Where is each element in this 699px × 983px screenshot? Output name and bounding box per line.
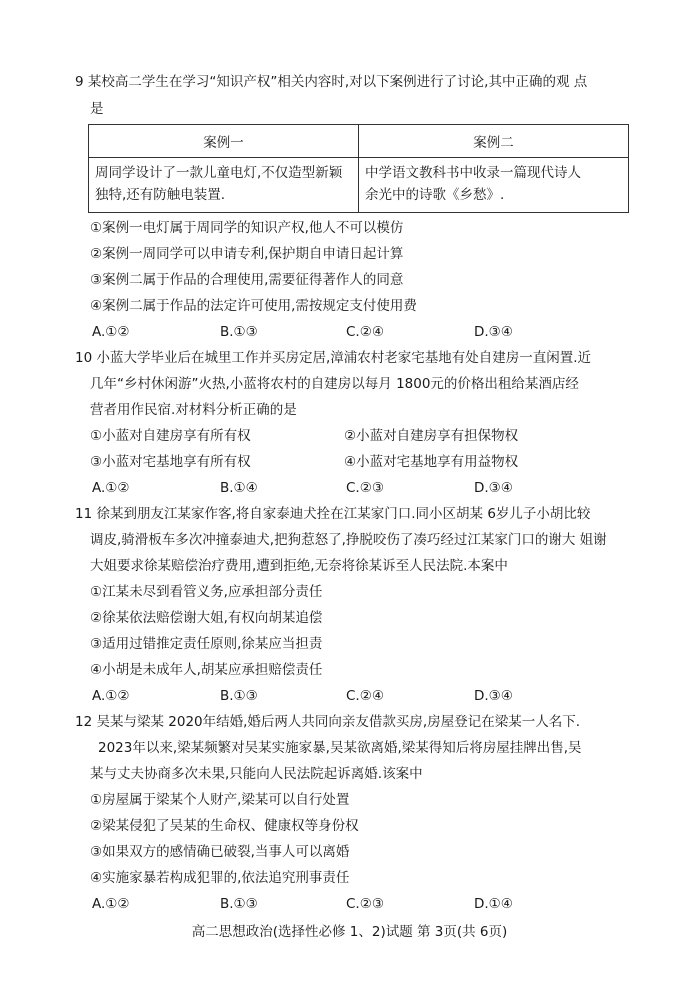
q10-statement-1: ①小蓝对自建房享有所有权 [90, 428, 251, 444]
q12-statement-4: ④实施家暴若构成犯罪的,依法追究刑事责任 [90, 870, 350, 886]
q11-stem-line-3: 大姐要求徐某赔偿治疗费用,遭到拒绝,无奈将徐某诉至人民法院.本案中 [90, 558, 508, 574]
q9-statement-4: ④案例二属于作品的法定许可使用,需按规定支付使用费 [90, 298, 417, 314]
q10-option-c[interactable]: C.②③ [346, 480, 384, 496]
case-table-cell-1 [89, 158, 359, 213]
page-footer: 高二思想政治(选择性必修 1、2)试题 第 3页(共 6页) [191, 924, 508, 940]
q12-statement-1: ①房屋属于梁某个人财产,梁某可以自行处置 [90, 792, 350, 808]
q11-stem-line-1: 11 徐某到朋友江某家作客,将自家泰迪犬拴在江某家门口.同小区胡某 6岁儿子小胡比较 [75, 506, 591, 522]
q11-statement-3: ③适用过错推定责任原则,徐某应当担责 [90, 636, 323, 652]
q11-stem-line-2: 调皮,骑滑板车多次冲撞泰迪犬,把狗惹怒了,挣脱咬伤了凑巧经过江某家门口的谢大 姐谢 [90, 532, 607, 548]
q9-option-a[interactable]: A.①② [92, 324, 130, 340]
q9-statement-3: ③案例二属于作品的合理使用,需要征得著作人的同意 [90, 272, 404, 288]
q9-options [92, 323, 612, 341]
q9-option-b[interactable]: B.①③ [220, 324, 258, 340]
q10-statement-2: ②小蓝对自建房享有担保物权 [344, 428, 519, 444]
q11-option-d[interactable]: D.③④ [474, 688, 513, 704]
q11-options [92, 687, 612, 705]
q11-statement-4: ④小胡是未成年人,胡某应承担赔偿责任 [90, 662, 323, 678]
q12-statement-3: ③如果双方的感情确已破裂,当事人可以离婚 [90, 844, 350, 860]
q12-options [92, 895, 612, 913]
q10-statement-4: ④小蓝对宅基地享有用益物权 [344, 454, 519, 470]
q12-stem-line-2: 2023年以来,梁某频繁对吴某实施家暴,吴某欲离婚,梁某得知后将房屋挂牌出售,吴 [98, 740, 582, 756]
case-table-header-2: 案例二 [359, 125, 629, 158]
case-2-line-1: 中学语文教科书中收录一篇现代诗人 [365, 165, 581, 181]
q12-stem-line-1: 12 吴某与梁某 2020年结婚,婚后两人共同向亲友借款买房,房屋登记在梁某一人名下. [75, 714, 580, 730]
q12-statement-2: ②梁某侵犯了吴某的生命权、健康权等身份权 [90, 818, 359, 834]
case-table [88, 124, 629, 213]
case-2-line-2: 余光中的诗歌《乡愁》. [365, 187, 505, 203]
q9-option-d[interactable]: D.③④ [474, 324, 513, 340]
q9-stem-line-1: 9 某校高二学生在学习“知识产权”相关内容时,对以下案例进行了讨论,其中正确的观 点 [75, 74, 588, 90]
q10-options [92, 479, 612, 497]
case-1-line-1: 周同学设计了一款儿童电灯,不仅造型新颖 [95, 165, 343, 181]
q10-stem-line-3: 营者用作民宿.对材料分析正确的是 [90, 402, 297, 418]
q10-option-d[interactable]: D.③④ [474, 480, 513, 496]
q9-stem-line-2: 是 [90, 101, 104, 117]
q11-option-c[interactable]: C.②④ [346, 688, 384, 704]
q10-stem-line-1: 10 小蓝大学毕业后在城里工作并买房定居,漳浦农村老家宅基地有处自建房一直闲置.近 [75, 350, 592, 366]
q12-option-d[interactable]: D.①④ [474, 896, 513, 912]
q11-statement-2: ②徐某依法赔偿谢大姐,有权向胡某追偿 [90, 610, 323, 626]
case-1-line-2: 独特,还有防触电装置. [95, 187, 226, 203]
q10-stem-line-2: 几年“乡村休闲游”火热,小蓝将农村的自建房以每月 1800元的价格出租给某酒店经 [90, 376, 579, 392]
case-table-header-1: 案例一 [89, 125, 359, 158]
q9-statement-2: ②案例一周同学可以申请专利,保护期自申请日起计算 [90, 246, 404, 262]
q9-option-c[interactable]: C.②④ [346, 324, 384, 340]
q12-option-b[interactable]: B.①③ [220, 896, 258, 912]
q9-statement-1: ①案例一电灯属于周同学的知识产权,他人不可以模仿 [90, 220, 404, 236]
q12-stem-line-3: 某与丈夫协商多次未果,只能向人民法院起诉离婚.该案中 [90, 766, 423, 782]
case-table-cell-2 [359, 158, 629, 213]
q10-option-b[interactable]: B.①④ [220, 480, 258, 496]
q11-option-a[interactable]: A.①② [92, 688, 130, 704]
q10-option-a[interactable]: A.①② [92, 480, 130, 496]
q10-statement-3: ③小蓝对宅基地享有所有权 [90, 454, 251, 470]
q12-option-a[interactable]: A.①② [92, 896, 130, 912]
q12-option-c[interactable]: C.②③ [346, 896, 384, 912]
q11-statement-1: ①江某未尽到看管义务,应承担部分责任 [90, 584, 323, 600]
q11-option-b[interactable]: B.①③ [220, 688, 258, 704]
